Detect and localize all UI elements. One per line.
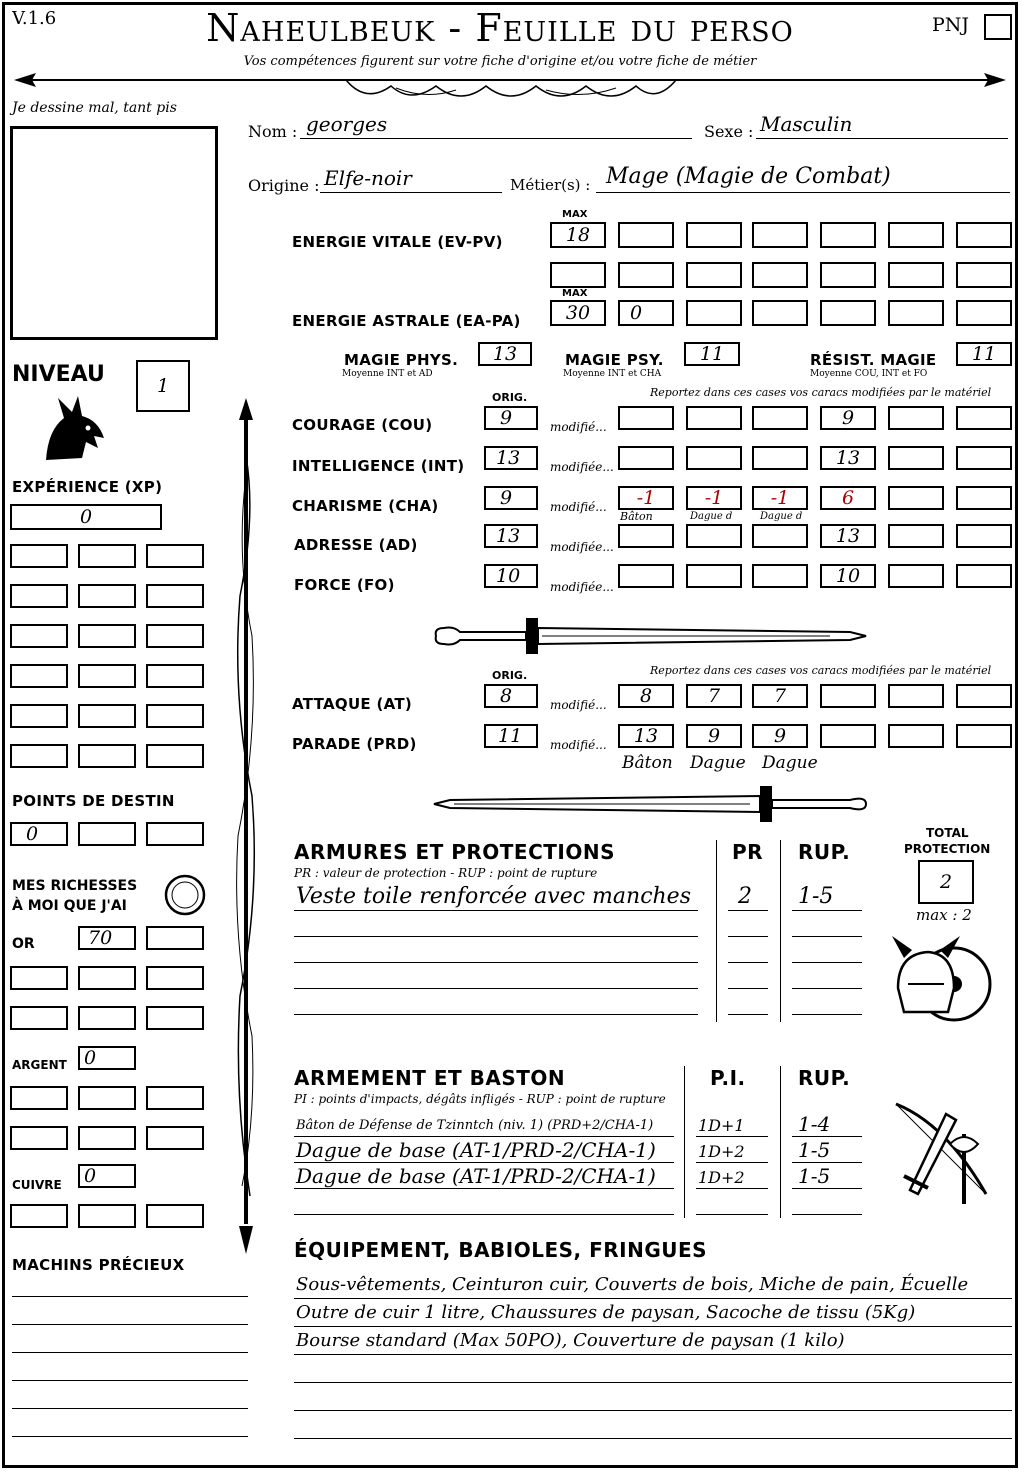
destin-label: POINTS DE DESTIN xyxy=(12,792,175,810)
carac-mod-box[interactable] xyxy=(752,524,808,548)
ea-box[interactable] xyxy=(888,300,944,326)
carac-mod-box[interactable] xyxy=(956,446,1012,470)
dragon-icon xyxy=(38,390,108,464)
xp-box[interactable] xyxy=(10,544,68,568)
money-box[interactable] xyxy=(78,1126,136,1150)
ev-box[interactable] xyxy=(550,262,606,288)
xp-box[interactable] xyxy=(146,744,204,768)
xp-box[interactable] xyxy=(10,704,68,728)
header-subtitle: Vos compétences figurent sur votre fiche d'origine et/ou votre fiche de métier xyxy=(243,54,757,69)
total-protection-max: max : 2 xyxy=(916,906,972,924)
carac-mod-box[interactable] xyxy=(618,564,674,588)
armures-title: ARMURES ET PROTECTIONS xyxy=(294,840,615,864)
ev-box[interactable] xyxy=(956,262,1012,288)
armor-name[interactable]: Veste toile renforcée avec manches xyxy=(296,884,691,909)
money-box[interactable] xyxy=(146,1086,204,1110)
or-label: OR xyxy=(12,936,35,952)
xp-box[interactable] xyxy=(146,584,204,608)
carac-mod-box[interactable] xyxy=(618,524,674,548)
xp-box[interactable] xyxy=(146,664,204,688)
equipement-line[interactable]: Sous-vêtements, Ceinturon cuir, Couverts de bois, Miche de pain, Écuelle xyxy=(296,1274,969,1295)
xp-box[interactable] xyxy=(146,544,204,568)
weapon-note: Dague xyxy=(690,753,746,773)
armement-title: ARMEMENT ET BASTON xyxy=(294,1066,566,1090)
weapon-note: Bâton xyxy=(622,753,673,773)
origine-value[interactable]: Elfe-noir xyxy=(324,166,412,190)
magie-psy-box[interactable]: 11 xyxy=(684,342,740,366)
xp-box[interactable] xyxy=(78,664,136,688)
pr-header: PR xyxy=(732,840,764,864)
armor-pr[interactable]: 2 xyxy=(738,884,752,909)
modifie-label: modifiée... xyxy=(550,460,614,474)
ea-max-label: MAX xyxy=(562,288,588,299)
armement-note: PI : points d'impacts, dégâts infligés - RUP : point de rupture xyxy=(294,1092,666,1106)
destin-box[interactable]: 0 xyxy=(10,822,68,846)
or-box[interactable]: 70 xyxy=(78,926,136,950)
carac-label: COURAGE (COU) xyxy=(292,416,433,434)
ea-box[interactable] xyxy=(820,300,876,326)
orig-label: ORIG. xyxy=(492,391,528,404)
combat-orig-box[interactable]: 11 xyxy=(484,724,538,748)
carac-orig-box[interactable]: 13 xyxy=(484,446,538,470)
combat-mod-box[interactable] xyxy=(956,684,1012,708)
xp-box[interactable] xyxy=(10,744,68,768)
combat-label: ATTAQUE (AT) xyxy=(292,695,413,713)
argent-label: ARGENT xyxy=(12,1058,67,1072)
xp-box[interactable] xyxy=(78,584,136,608)
carac-mod-box[interactable] xyxy=(752,406,808,430)
weapon-name[interactable]: Dague de base (AT-1/PRD-2/CHA-1) xyxy=(296,1138,656,1162)
xp-box[interactable] xyxy=(78,744,136,768)
cha-note: Dague d xyxy=(690,511,733,522)
armures-note: PR : valeur de protection - RUP : point de rupture xyxy=(294,866,598,880)
total-protection-label-2: PROTECTION xyxy=(904,842,991,856)
weapon-pi[interactable]: 1D+2 xyxy=(698,1168,745,1187)
sheet-title: Naheulbeuk - Feuille du perso xyxy=(206,6,794,50)
ea-label: ENERGIE ASTRALE (EA-PA) xyxy=(292,312,521,330)
destin-box[interactable] xyxy=(146,822,204,846)
carac-mod-box[interactable] xyxy=(752,564,808,588)
equipement-title: ÉQUIPEMENT, BABIOLES, FRINGUES xyxy=(294,1238,708,1262)
cha-note: Bâton xyxy=(620,510,653,523)
xp-box[interactable] xyxy=(78,704,136,728)
carac-mod-box[interactable] xyxy=(956,564,1012,588)
resist-magie-box[interactable]: 11 xyxy=(956,342,1012,366)
money-box[interactable] xyxy=(146,966,204,990)
pi-header: P.I. xyxy=(710,1066,746,1090)
combat-mod-box[interactable]: 7 xyxy=(686,684,742,708)
carac-mod-box[interactable] xyxy=(752,446,808,470)
staff-illustration xyxy=(226,396,266,1256)
carac-mod-box[interactable] xyxy=(618,406,674,430)
combat-mod-box[interactable]: 8 xyxy=(618,684,674,708)
richesses-label: MES RICHESSES xyxy=(12,878,138,894)
metier-label: Métier(s) : xyxy=(510,176,591,194)
ev-label: ENERGIE VITALE (EV-PV) xyxy=(292,233,503,251)
ev-max-label: MAX xyxy=(562,209,588,220)
carac-mod-box[interactable] xyxy=(956,486,1012,510)
combat-mod-box[interactable]: 13 xyxy=(618,724,674,748)
ev-max-box[interactable]: 18 xyxy=(550,222,606,248)
machins-label: MACHINS PRÉCIEUX xyxy=(12,1256,185,1274)
carac-orig-box[interactable]: 9 xyxy=(484,406,538,430)
money-box[interactable] xyxy=(10,1006,68,1030)
weapon-rup[interactable]: 1-5 xyxy=(798,1164,831,1188)
equipement-line[interactable]: Outre de cuir 1 litre, Chaussures de paysan, Sacoche de tissu (5Kg) xyxy=(296,1302,916,1323)
sexe-value[interactable]: Masculin xyxy=(760,112,853,136)
carac-mod-box[interactable] xyxy=(888,564,944,588)
carac-mod-box[interactable] xyxy=(888,486,944,510)
version-label: V.1.6 xyxy=(12,8,57,29)
ev-box[interactable] xyxy=(618,262,674,288)
magie-psy-sub: Moyenne INT et CHA xyxy=(563,369,662,379)
carac-orig-box[interactable]: 9 xyxy=(484,486,538,510)
combat-mod-box[interactable] xyxy=(888,684,944,708)
sword-illustration xyxy=(430,780,870,828)
resist-magie-label: RÉSIST. MAGIE xyxy=(810,351,937,369)
weapon-pi[interactable]: 1D+2 xyxy=(698,1142,745,1161)
ev-box[interactable] xyxy=(752,262,808,288)
combat-label: PARADE (PRD) xyxy=(292,735,417,753)
cha-note: Dague d xyxy=(760,511,803,522)
nom-value[interactable]: georges xyxy=(306,112,388,136)
magie-phys-sub: Moyenne INT et AD xyxy=(342,369,433,379)
portrait-box[interactable] xyxy=(10,126,218,340)
ea-current-box[interactable]: 0 xyxy=(618,300,674,326)
niveau-label: NIVEAU xyxy=(12,362,105,387)
armor-rup[interactable]: 1-5 xyxy=(798,884,834,909)
money-box[interactable] xyxy=(78,966,136,990)
cuivre-label: CUIVRE xyxy=(12,1178,62,1192)
pnj-label: PNJ xyxy=(932,14,970,36)
money-box[interactable] xyxy=(146,1204,204,1228)
ea-max-box[interactable]: 30 xyxy=(550,300,606,326)
destin-box[interactable] xyxy=(78,822,136,846)
combat-mod-box[interactable]: 9 xyxy=(686,724,742,748)
carac-mod-box[interactable]: 13 xyxy=(820,446,876,470)
carac-mod-box[interactable]: -1 xyxy=(618,486,674,510)
ev-box[interactable] xyxy=(820,222,876,248)
richesses-label-2: À MOI QUE J'AI xyxy=(12,898,127,914)
nom-label: Nom : xyxy=(248,122,298,141)
xp-box[interactable] xyxy=(146,704,204,728)
combat-mod-box[interactable] xyxy=(956,724,1012,748)
modifie-label: modifié... xyxy=(550,500,607,514)
xp-box[interactable] xyxy=(10,664,68,688)
weapons-icon xyxy=(886,1094,998,1210)
total-protection-box[interactable]: 2 xyxy=(918,860,974,904)
ev-box[interactable] xyxy=(888,222,944,248)
report-note: Reportez dans ces cases vos caracs modifiées par le matériel xyxy=(650,664,992,677)
carac-mod-box[interactable]: 10 xyxy=(820,564,876,588)
helmet-shield-icon xyxy=(888,928,1000,1028)
xp-box[interactable] xyxy=(146,624,204,648)
weapon-rup[interactable]: 1-4 xyxy=(798,1112,831,1136)
total-protection-label: TOTAL xyxy=(926,826,969,840)
money-box[interactable] xyxy=(10,1204,68,1228)
magie-phys-label: MAGIE PHYS. xyxy=(344,351,459,369)
money-box[interactable] xyxy=(10,1086,68,1110)
sword-illustration xyxy=(430,612,870,660)
ev-box[interactable] xyxy=(888,262,944,288)
money-box[interactable] xyxy=(146,1006,204,1030)
sexe-label: Sexe : xyxy=(704,122,754,141)
money-box[interactable] xyxy=(78,1086,136,1110)
combat-orig-box[interactable]: 8 xyxy=(484,684,538,708)
carac-mod-box[interactable]: -1 xyxy=(752,486,808,510)
carac-mod-box[interactable]: 13 xyxy=(820,524,876,548)
coin-icon xyxy=(162,872,208,918)
modifie-label: modifié... xyxy=(550,420,607,434)
ea-box[interactable] xyxy=(956,300,1012,326)
carac-mod-box[interactable]: 6 xyxy=(820,486,876,510)
combat-mod-box[interactable]: 9 xyxy=(752,724,808,748)
carac-mod-box[interactable] xyxy=(686,446,742,470)
carac-mod-box[interactable] xyxy=(686,524,742,548)
carac-mod-box[interactable] xyxy=(956,524,1012,548)
combat-mod-box[interactable]: 7 xyxy=(752,684,808,708)
carac-mod-box[interactable] xyxy=(888,524,944,548)
ev-box[interactable] xyxy=(686,222,742,248)
money-box[interactable] xyxy=(146,1126,204,1150)
modifie-label: modifiée... xyxy=(550,580,614,594)
carac-label: INTELLIGENCE (INT) xyxy=(292,457,465,475)
combat-mod-box[interactable] xyxy=(820,724,876,748)
ev-box[interactable] xyxy=(618,222,674,248)
pnj-checkbox[interactable] xyxy=(984,14,1012,40)
combat-mod-box[interactable] xyxy=(820,684,876,708)
modifie-label: modifié... xyxy=(550,738,607,752)
rup-header: RUP. xyxy=(798,840,851,864)
money-box[interactable] xyxy=(78,1204,136,1228)
weapon-name[interactable]: Bâton de Défense de Tzinntch (niv. 1) (PRD+2/CHA-1) xyxy=(296,1118,654,1133)
or-box[interactable] xyxy=(146,926,204,950)
carac-orig-box[interactable]: 13 xyxy=(484,524,538,548)
ev-box[interactable] xyxy=(752,222,808,248)
carac-mod-box[interactable] xyxy=(686,564,742,588)
resist-magie-sub: Moyenne COU, INT et FO xyxy=(810,369,928,379)
ea-box[interactable] xyxy=(752,300,808,326)
niveau-box[interactable]: 1 xyxy=(136,360,190,412)
portrait-caption: Je dessine mal, tant pis xyxy=(12,100,177,116)
money-box[interactable] xyxy=(10,966,68,990)
xp-box[interactable] xyxy=(78,624,136,648)
modifie-label: modifiée... xyxy=(550,540,614,554)
equipement-line[interactable]: Bourse standard (Max 50PO), Couverture de paysan (1 kilo) xyxy=(296,1330,845,1351)
experience-label: EXPÉRIENCE (XP) xyxy=(12,478,163,496)
carac-mod-box[interactable]: 9 xyxy=(820,406,876,430)
report-note: Reportez dans ces cases vos caracs modifiées par le matériel xyxy=(650,386,992,399)
magie-psy-label: MAGIE PSY. xyxy=(565,351,664,369)
ea-box[interactable] xyxy=(686,300,742,326)
money-box[interactable] xyxy=(78,1006,136,1030)
metier-value[interactable]: Mage (Magie de Combat) xyxy=(606,164,891,189)
carac-mod-box[interactable] xyxy=(888,406,944,430)
ev-box[interactable] xyxy=(956,222,1012,248)
argent-box[interactable]: 0 xyxy=(78,1046,136,1070)
magie-phys-box[interactable]: 13 xyxy=(478,342,532,366)
xp-box[interactable] xyxy=(10,624,68,648)
ev-box[interactable] xyxy=(820,262,876,288)
money-box[interactable] xyxy=(10,1126,68,1150)
modifie-label: modifié... xyxy=(550,698,607,712)
carac-mod-box[interactable]: -1 xyxy=(686,486,742,510)
carac-orig-box[interactable]: 10 xyxy=(484,564,538,588)
origine-label: Origine : xyxy=(248,176,320,195)
weapon-note: Dague xyxy=(762,753,818,773)
carac-mod-box[interactable] xyxy=(686,406,742,430)
xp-box[interactable] xyxy=(78,544,136,568)
ev-box[interactable] xyxy=(686,262,742,288)
carac-label: CHARISME (CHA) xyxy=(292,497,439,515)
weapon-pi[interactable]: 1D+1 xyxy=(698,1116,745,1135)
rup-header: RUP. xyxy=(798,1066,851,1090)
xp-box[interactable] xyxy=(10,584,68,608)
experience-box[interactable]: 0 xyxy=(10,504,162,530)
combat-mod-box[interactable] xyxy=(888,724,944,748)
orig-label: ORIG. xyxy=(492,669,528,682)
weapon-rup[interactable]: 1-5 xyxy=(798,1138,831,1162)
carac-mod-box[interactable] xyxy=(618,446,674,470)
carac-label: FORCE (FO) xyxy=(294,576,395,594)
carac-label: ADRESSE (AD) xyxy=(294,536,418,554)
weapon-name[interactable]: Dague de base (AT-1/PRD-2/CHA-1) xyxy=(296,1164,656,1188)
carac-mod-box[interactable] xyxy=(888,446,944,470)
carac-mod-box[interactable] xyxy=(956,406,1012,430)
cuivre-box[interactable]: 0 xyxy=(78,1164,136,1188)
